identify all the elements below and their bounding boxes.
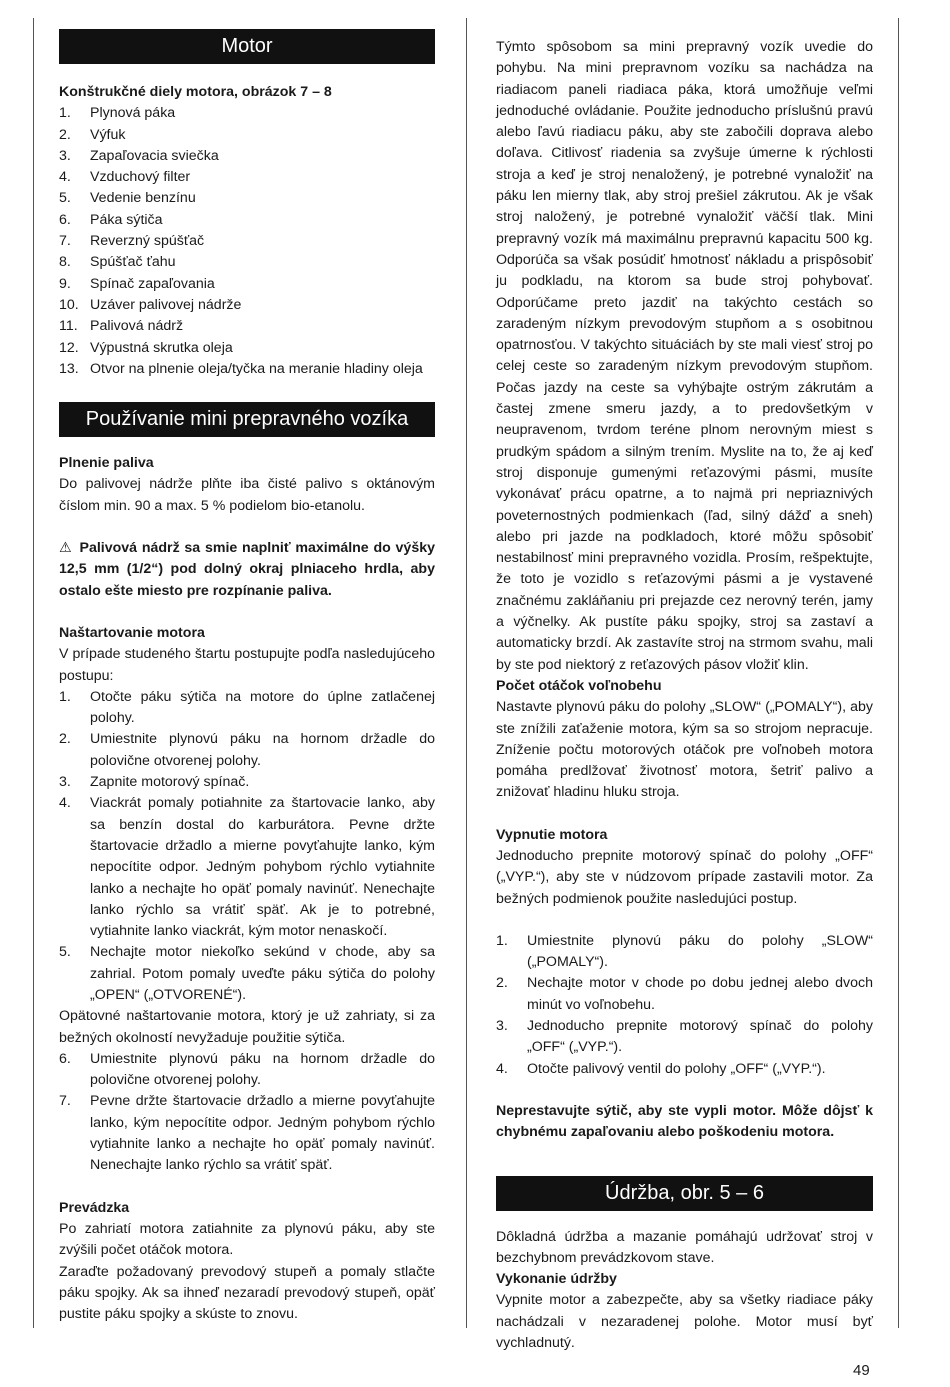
- stop-steps-list: [496, 931, 873, 1080]
- idle-title: Počet otáčok voľnobehu: [496, 677, 662, 694]
- start-step-item-text: Otočte páku sýtiča na motore do úplne zatlačenej polohy.: [90, 688, 435, 727]
- maintenance-text: Vypnite motor a zabezpečte, aby sa všetky riadiace páky nachádzali v nezaradenej polohe. Motor musí byť vychladnutý.: [496, 1292, 873, 1352]
- start-step-item-text: Nechajte motor niekoľko sekúnd v chode, aby sa zahrial. Potom pomaly uveďte páku sýtiča do polohy „OPEN“ („OTVORENÉ“).: [90, 944, 435, 1003]
- stop-title: Vypnutie motora: [496, 826, 608, 843]
- start-step-item-text: Umiestnite plynovú páku na hornom držadle do polovične otvorenej polohy.: [90, 731, 435, 769]
- restart-step-item-number: 6.: [59, 1050, 71, 1067]
- stop-step-item-number: 2.: [496, 975, 508, 992]
- restart-steps-list: [59, 1049, 435, 1177]
- part-item: [59, 146, 435, 167]
- part-item: [59, 210, 435, 231]
- restart-text: Opätovné naštartovanie motora, ktorý je už zahriaty, si za bežných okolností nevyžaduje použitie sýtiča.: [59, 1008, 435, 1046]
- part-item-number: 8.: [59, 254, 71, 271]
- part-item-text: Výfuk: [90, 126, 126, 143]
- part-item-number: 3.: [59, 147, 71, 164]
- maintenance-intro: Dôkladná údržba a mazanie pomáhajú udržovať stroj v bezchybnom prevádzkovom stave.: [496, 1228, 873, 1266]
- stop-step-item-number: 3.: [496, 1018, 508, 1035]
- part-item: [59, 103, 435, 124]
- start-step-item-number: 2.: [59, 731, 71, 748]
- restart-step-item: [59, 1049, 435, 1092]
- part-item: [59, 338, 435, 359]
- part-item-text: Zapaľovacia sviečka: [90, 147, 219, 164]
- start-step-item-number: 5.: [59, 944, 71, 961]
- part-item-number: 11.: [59, 318, 78, 335]
- stop-step-item-number: 1.: [496, 932, 508, 949]
- part-item-text: Vzduchový filter: [90, 169, 191, 186]
- part-item-number: 10.: [59, 296, 79, 313]
- left-column: [59, 29, 435, 1325]
- operation-text: Po zahriatí motora zatiahnite za plynovú páku, aby ste zvýšili počet otáčok motora.: [59, 1220, 435, 1259]
- start-step-item: [59, 772, 435, 793]
- part-item-text: Výpustná skrutka oleja: [90, 339, 233, 356]
- section-heading-motor: Motor: [59, 29, 435, 64]
- start-title: Naštartovanie motora: [59, 624, 205, 641]
- start-steps-list: [59, 687, 435, 1006]
- part-item-number: 6.: [59, 211, 71, 228]
- start-step-item: [59, 942, 435, 1006]
- fuel-title: Plnenie paliva: [59, 455, 154, 472]
- part-item-number: 1.: [59, 105, 71, 122]
- restart-step-item-number: 7.: [59, 1093, 71, 1110]
- part-item: [59, 295, 435, 316]
- idle-text: Nastavte plynovú páku do polohy „SLOW“ („POMALY“), aby ste znížili zaťaženie motora, kým sa so strojom nepracuje. Zníženie počtu motorových otáčok pre voľnobeh motora pomáha predlžovať životnosť motora, šetriť palivo a znižovať hladinu hluku stroja.: [496, 699, 873, 801]
- column-divider-rule: [466, 18, 467, 1328]
- operation-continued-text: Týmto spôsobom sa mini prepravný vozík uvedie do pohybu. Na mini prepravnom vozíku sa nachádza na riadiacom paneli riadiaca páka, ktorá umožňuje veľmi jednoduché ovládanie. Použite jednoducho príslušnú pravú alebo ľavú riadiacu páku, aby ste zabočili doprava alebo doľava. Citlivosť riadenia sa zvyšuje úmerne k rýchlosti stroja a keď je stroj nenaložený, je potrebné vynaložiť na páku len mierny tlak, aby stroj prešiel zákrutou. Ak je však stroj naložený, je potrebné vynaložiť väčší tlak. Mini prepravný vozík má maximálnu prepravnú kapacitu 500 kg. Odporúča sa však posúdiť hmotnosť nákladu a prispôsobiť ju podkladu, na ktorom sa bude stroj pohybovať. Odporúčame preto jazdiť na takýchto cestách so zaradeným nízkym prevodovým stupňom a s osobitnou opatrnosťou. V takýchto situáciách by ste mali viesť stroj po celej ceste so zaradeným nízkym prevodovým stupňom. Počas jazdy na ceste sa vyhýbajte ostrým zákrutám a častej zmene smeru jazdy, a to predovšetkým v neupravenom, tvrdom teréne plnom nerovným miest s prudkým spádom a silným trením. Myslite na to, že aj keď stroj disponuje gumenými reťazovými pásmi, musíte vykonávať prácu opatrne, a to najmä pri nepriaznivých poveternostných podmienkach (ľad, silný dážď a sneh) alebo pri jazde na podkladoch, ktoré môžu spôsobiť nestabilnosť mini prepravného vozidla. Prosím, rešpektujte, že toto je vozidlo s reťazovými pásmi a je vystavené značnému zakláňaniu pri prejazde cez nerovný terén, jamy a výčnelky. Ak pustíte páku spojky, stroj sa zastaví a automaticky brzdí. Ak zastavíte stroj na strmom svahu, mali by ste pod niektorý z reťazových pásov vložiť klin.: [496, 39, 873, 673]
- stop-warning: Neprestavujte sýtič, aby ste vypli motor. Môže dôjsť k chybnému zapaľovaniu alebo poškodeniu motora.: [496, 1102, 873, 1141]
- restart-step-item: [59, 1091, 435, 1176]
- restart-step-item-text: Pevne držte štartovacie držadlo a mierne povyťahujte lanko, kým nepocítite odpor. Jedným pohybom rýchlo vytiahnite lanko a nechajte ho opäť pomaly navinúť. Nenechajte lanko rýchlo sa vrátiť späť.: [90, 1093, 435, 1174]
- start-step-item-text: Viackrát pomaly potiahnite za štartovacie lanko, aby sa benzín dostal do karburátora. Pevne držte štartovacie držadlo a mierne povyťahujte lanko, kým nepocítite odpor. Jedným pohybom rýchlo vytiahnite lanko a nechajte ho opäť pomaly navinúť. Nenechajte lanko rýchlo sa vrátiť späť. Ak je to potrebné, vytiahnite lanko viackrát, kým motor nenaskočí.: [90, 795, 435, 940]
- fuel-text: Do palivovej nádrže plňte iba čisté palivo s oktánovým číslom min. 90 a max. 5 % podielom bio-etanolu.: [59, 476, 435, 514]
- stop-step-item: [496, 1016, 873, 1059]
- part-item-number: 5.: [59, 190, 71, 207]
- start-step-item-number: 4.: [59, 795, 71, 812]
- operation-text-2: Zaraďte požadovaný prevodový stupeň a pomaly stlačte páku spojky. Ak sa ihneď nezaradí prevodový stupeň, opäť pustite páku spojky a skúste to znovu.: [59, 1263, 435, 1323]
- right-margin-rule: [898, 18, 899, 1328]
- part-item-text: Spínač zapaľovania: [90, 275, 215, 292]
- stop-step-item: [496, 931, 873, 974]
- start-step-item-text: Zapnite motorový spínač.: [90, 774, 250, 791]
- start-step-item-number: 3.: [59, 774, 71, 791]
- part-item-text: Otvor na plnenie oleja/tyčka na meranie hladiny oleja: [90, 360, 423, 377]
- part-item-text: Páka sýtiča: [90, 211, 163, 228]
- part-item-text: Uzáver palivovej nádrže: [90, 296, 242, 313]
- stop-text: Jednoducho prepnite motorový spínač do polohy „OFF“ („VYP.“), aby ste v núdzovom prípade zastavili motor. Za bežných podmienok použite nasledujúci postup.: [496, 847, 873, 907]
- part-item-text: Spúšťač ťahu: [90, 254, 176, 271]
- part-item: [59, 359, 435, 380]
- part-item-number: 12.: [59, 339, 79, 356]
- stop-step-item-text: Umiestnite plynovú páku do polohy „SLOW“ („POMALY“).: [527, 932, 873, 971]
- warning-triangle-icon: ⚠: [59, 540, 72, 557]
- right-column: [496, 37, 873, 1354]
- stop-step-item: [496, 973, 873, 1016]
- stop-step-item-number: 4.: [496, 1060, 508, 1077]
- part-item: [59, 252, 435, 273]
- part-item-number: 13.: [59, 360, 79, 377]
- page-number: 49: [853, 1362, 870, 1379]
- start-step-item-number: 1.: [59, 688, 71, 705]
- start-intro: V prípade studeného štartu postupujte podľa nasledujúceho postupu:: [59, 646, 435, 684]
- stop-step-item: [496, 1059, 873, 1080]
- stop-step-item-text: Jednoducho prepnite motorový spínač do polohy „OFF“ („VYP.“).: [527, 1018, 873, 1056]
- part-item-number: 7.: [59, 233, 71, 250]
- part-item: [59, 167, 435, 188]
- left-margin-rule: [33, 18, 34, 1328]
- part-item-text: Vedenie benzínu: [90, 190, 196, 207]
- part-item: [59, 125, 435, 146]
- part-item: [59, 274, 435, 295]
- start-step-item: [59, 793, 435, 942]
- section-heading-maintenance: Údržba, obr. 5 – 6: [496, 1176, 873, 1211]
- start-step-item: [59, 687, 435, 730]
- part-item-number: 2.: [59, 126, 71, 143]
- maintenance-subtitle: Vykonanie údržby: [496, 1271, 617, 1288]
- section-heading-usage: Používanie mini prepravného vozíka: [59, 402, 435, 437]
- stop-step-item-text: Nechajte motor v chode po dobu jednej alebo dvoch minút vo voľnobehu.: [527, 975, 873, 1013]
- fuel-warning-text: Palivová nádrž sa smie naplniť maximálne do výšky 12,5 mm (1/2“) pod dolný okraj plniaceho hrdla, aby ostalo ešte miesto pre rozpínanie paliva.: [59, 540, 435, 599]
- part-item-text: Reverzný spúšťač: [90, 233, 205, 250]
- start-step-item: [59, 729, 435, 772]
- parts-list: [59, 103, 435, 380]
- operation-title: Prevádzka: [59, 1199, 130, 1216]
- part-item-number: 4.: [59, 169, 71, 186]
- fuel-warning: [59, 538, 435, 602]
- part-item-text: Palivová nádrž: [90, 318, 184, 335]
- part-item: [59, 231, 435, 252]
- part-item-number: 9.: [59, 275, 71, 292]
- part-item: [59, 316, 435, 337]
- part-item: [59, 188, 435, 209]
- parts-title: Konštrukčné diely motora, obrázok 7 – 8: [59, 84, 332, 100]
- restart-step-item-text: Umiestnite plynovú páku na hornom držadle do polovične otvorenej polohy.: [90, 1050, 435, 1089]
- stop-step-item-text: Otočte palivový ventil do polohy „OFF“ („VYP.“).: [527, 1060, 826, 1077]
- part-item-text: Plynová páka: [90, 105, 176, 122]
